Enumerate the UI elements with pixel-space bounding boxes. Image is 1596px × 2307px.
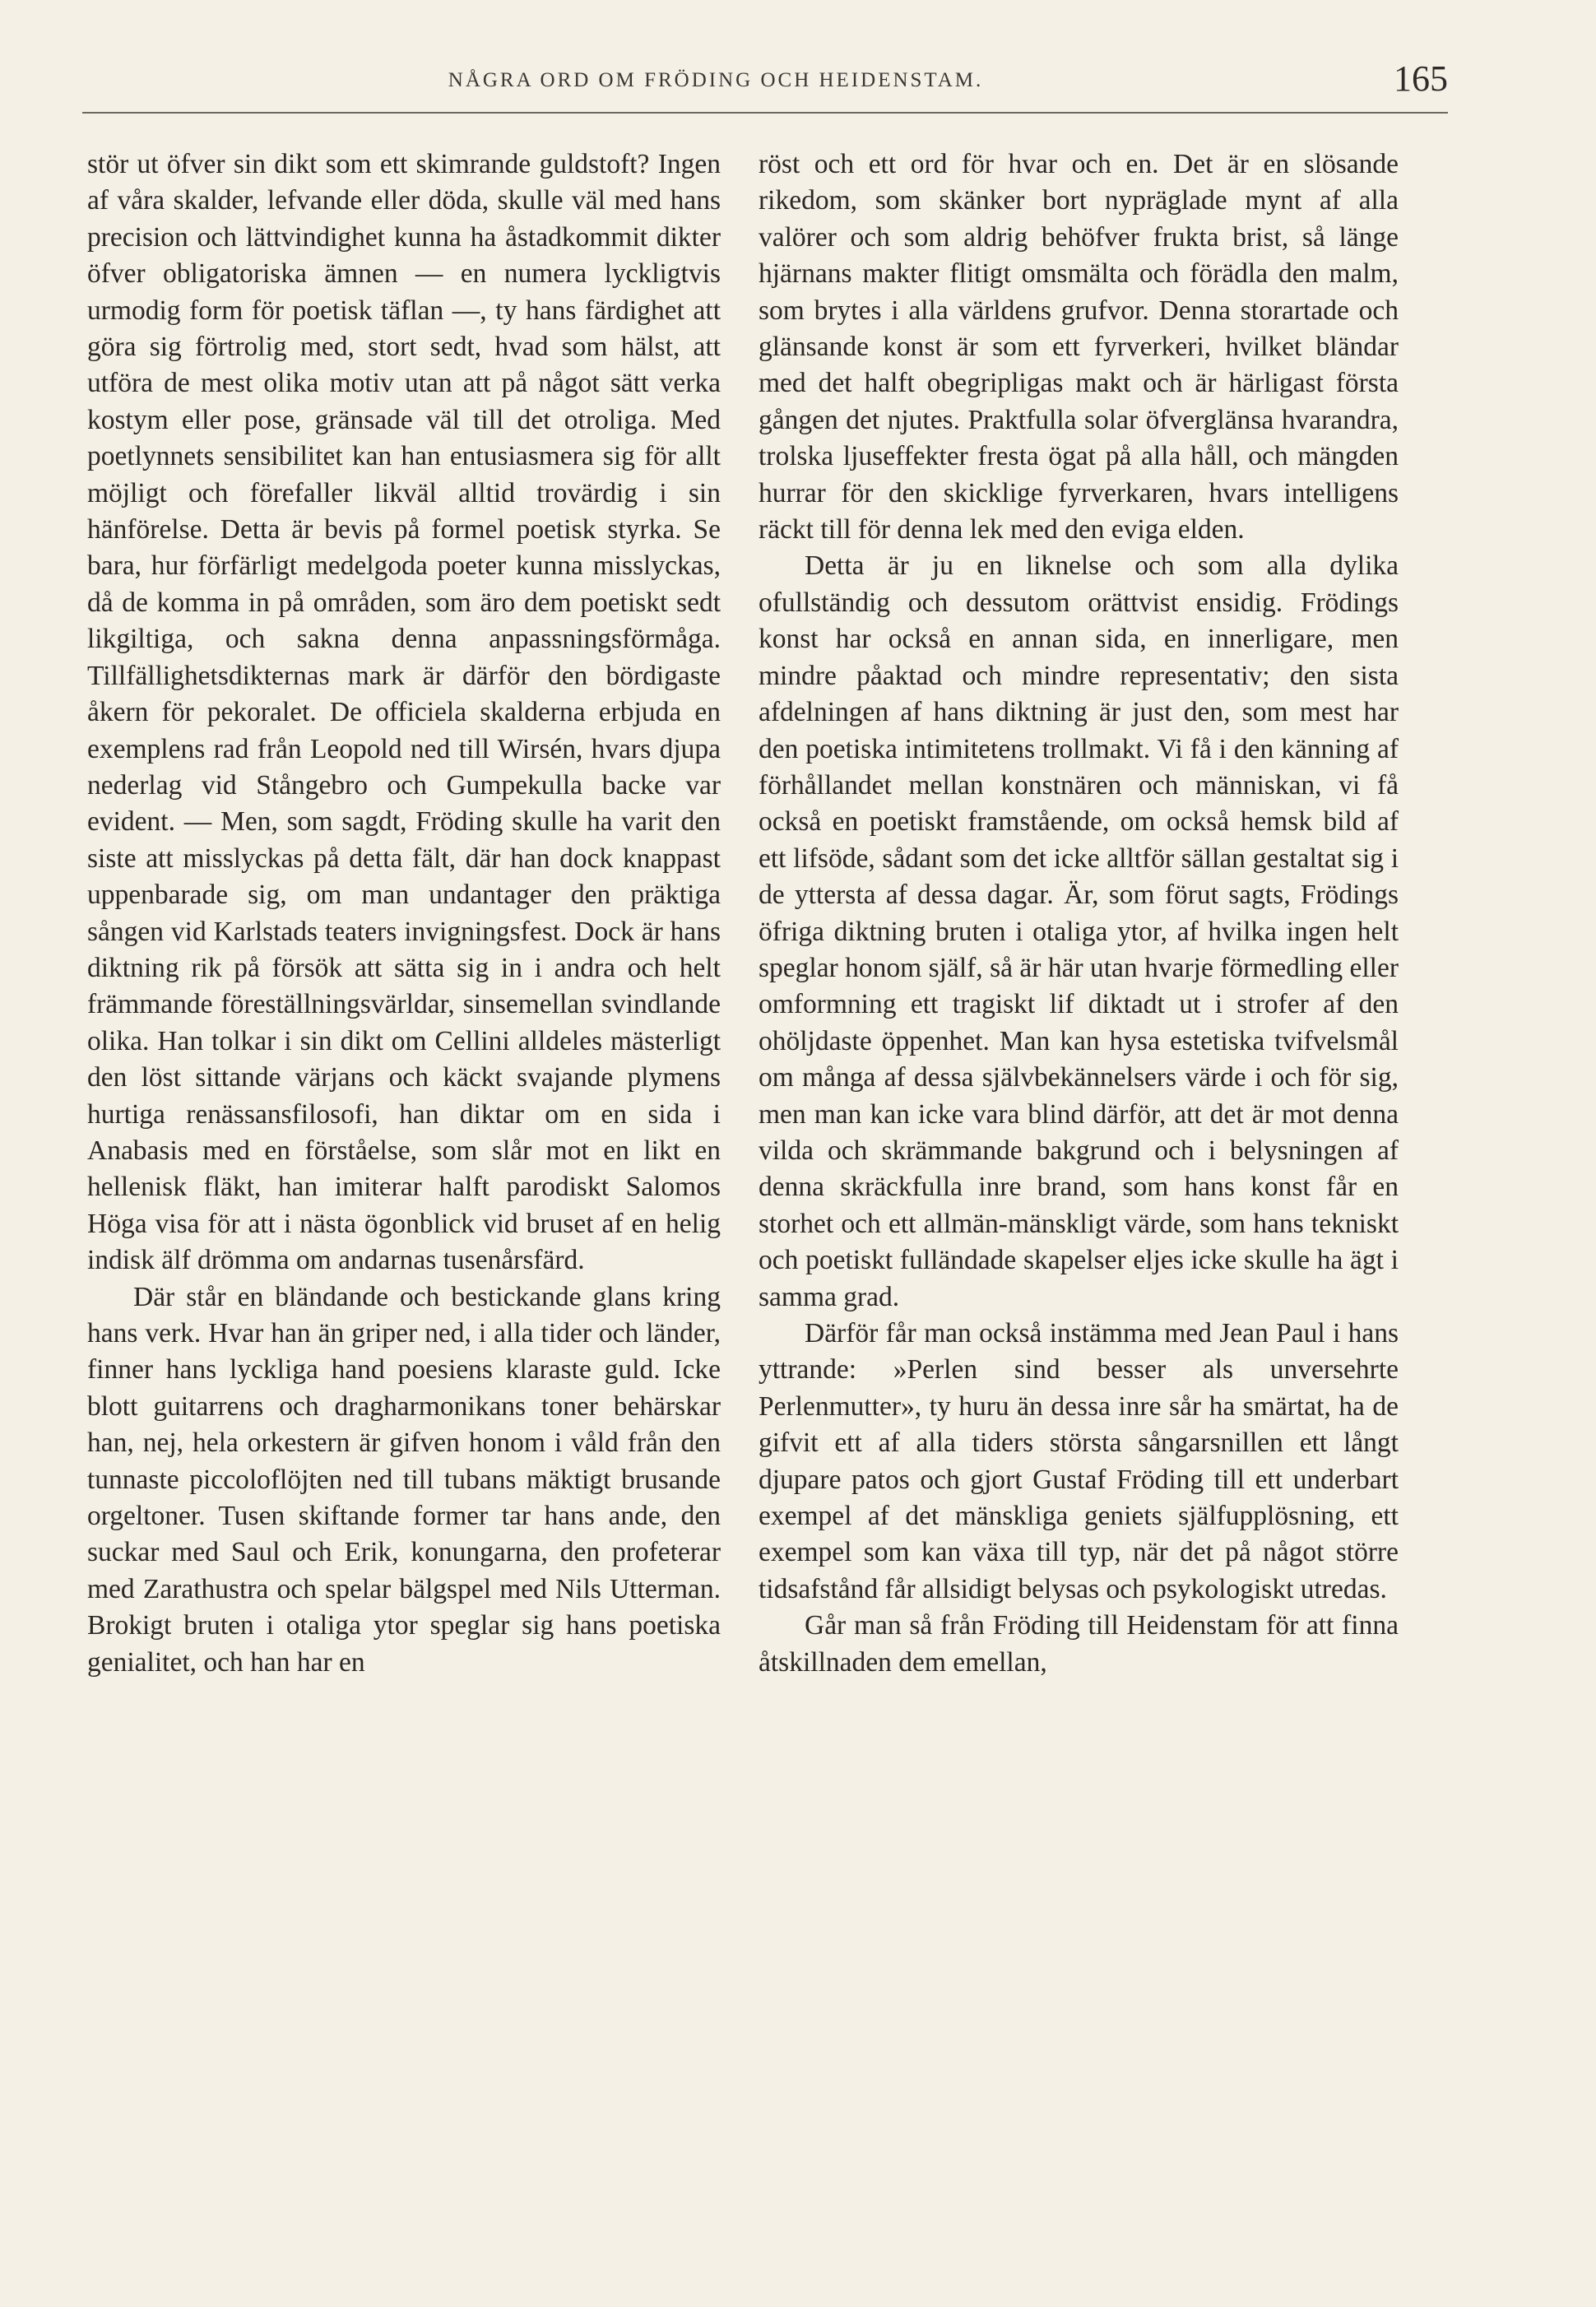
paragraph: Därför får man också instämma med Jean Paul i hans yttrande: »Perlen sind besser als unversehrte Perlenmutter», ty huru än dessa inre sår ha smärtat, ha de gifvit ett af alla tiders största sångarsnillen ett långt djupare patos och gjort Gustaf Fröding till ett underbart exempel af det mänskliga geniets själfupplösning, ett exempel som kan växa till typ, när det på något större tidsafstånd får allsidigt belysas och psykologiskt utredas. bbox=[759, 1318, 1399, 1604]
paragraph: röst och ett ord för hvar och en. Det är en slösande rikedom, som skänker bort nypräglade mynt af alla valörer och som aldrig behöfver frukta brist, så länge hjärnans makter flitigt omsmälta och förädla den malm, som brytes i alla världens grufvor. Denna storartade och glänsande konst är som ett fyrverkeri, hvilket bländar med det halft obegripligas makt och är härligast första gången det njutes. Praktfulla solar öfverglänsa hvarandra, trolska ljuseffekter fresta ögat på alla håll, och mängden hurrar för den skicklige fyrverkaren, hvars intelligens räckt till för denna lek med den eviga elden. bbox=[759, 149, 1399, 545]
page-number: 165 bbox=[1394, 58, 1448, 99]
paragraph: Går man så från Fröding till Heidenstam för att finna åtskillnaden dem emellan, bbox=[759, 1610, 1399, 1678]
left-column bbox=[87, 146, 721, 1681]
paragraph: Detta är ju en liknelse och som alla dylika ofullständig och dessutom orättvist ensidig. Frödings konst har också en annan sida, en innerligare, men mindre påaktad och mindre representativ; den sista afdelningen af hans diktning är just den, som mest har den poetiska intimitetens trollmakt. Vi få i den känning af förhållandet mellan konstnären och människan, vi få också en poetiskt framstående, om också hemsk bild af ett lifsöde, sådant som det icke alltför sällan gestaltat sig i de yttersta af dessa dagar. Är, som förut sagts, Frödings öfriga diktning bruten i otaliga ytor, af hvilka ingen helt speglar honom själf, så är här utan hvarje förmedling eller omformning ett tragiskt lif diktadt ut i strofer af den ohöljdaste öppenhet. Man kan hysa estetiska tvifvelsmål om många af dessa självbekännelsers värde i och för sig, men man kan icke vara blind därför, att det är mot denna vilda och skrämmande bakgrund och i belysningen af denna skräckfulla inre brand, som hans konst får en storhet och ett allmän-mänskligt värde, som hans tekniskt och poetiskt fulländade skapelser eljes icke skulle ha ägt i samma grad. bbox=[759, 550, 1399, 1312]
right-column bbox=[759, 146, 1399, 1681]
paragraph: Där står en bländande och bestickande glans kring hans verk. Hvar han än griper ned, i alla tider och länder, finner hans lyckliga hand poesiens klaraste guld. Icke blott guitarrens och dragharmonikans toner behärskar han, nej, hela orkestern är gifven honom i våld från den tunnaste piccoloflöjten ned till tubans mäktigt brusande orgeltoner. Tusen skiftande former tar hans ande, den suckar med Saul och Erik, konungarna, den profeterar med Zarathustra och spelar bälgspel med Nils Utterman. Brokigt bruten i otaliga ytor speglar sig hans poetiska genialitet, och han har en bbox=[87, 1281, 721, 1678]
running-title: NÅGRA ORD OM FRÖDING OCH HEIDENSTAM. bbox=[448, 69, 984, 91]
page-header bbox=[82, 58, 1448, 132]
header-rule bbox=[82, 112, 1448, 114]
paragraph: stör ut öfver sin dikt som ett skimrande guldstoft? Ingen af våra skalder, lefvande eller döda, skulle väl med hans precision och lättvindighet kunna ha åstadkommit dikter öfver obligatoriska ämnen — en numera lyckligtvis urmodig form för poetisk täflan —, ty hans färdighet att göra sig förtrolig med, stort sedt, hvad som hälst, att utföra de mest olika motiv utan att på något sätt verka kostym eller pose, gränsade väl till det otroliga. Med poetlynnets sensibilitet kan han entusiasmera sig för allt möjligt och förefaller likväl alltid trovärdig i sin hänförelse. Detta är bevis på formel poetisk styrka. Se bara, hur förfärligt medelgoda poeter kunna misslyckas, då de komma in på områden, som äro dem poetiskt sedt likgiltiga, och sakna denna anpassningsförmåga. Tillfällighetsdikternas mark är därför den bördigaste åkern för pekoralet. De officiela skalderna erbjuda en exemplens rad från Leopold ned till Wirsén, hvars djupa nederlag vid Stångebro och Gumpekulla backe var evident. — Men, som sagdt, Fröding skulle ha varit den siste att misslyckas på detta fält, där han dock knappast uppenbarade sig, om man undantager den präktiga sången vid Karlstads teaters invigningsfest. Dock är hans diktning rik på försök att sätta sig in i andra och helt främmande föreställningsvärldar, sinsemellan svindlande olika. Han tolkar i sin dikt om Cellini alldeles mästerligt den löst sittande värjans och käckt svajande plymens hurtiga renässansfilosofi, han diktar om en sida i Anabasis med en förståelse, som slår mot en likt en hellenisk fläkt, han imiterar halft parodiskt Salomos Höga visa för att i nästa ögonblick vid bruset af en helig indisk älf drömma om andarnas tusenårsfärd. bbox=[87, 149, 721, 1276]
